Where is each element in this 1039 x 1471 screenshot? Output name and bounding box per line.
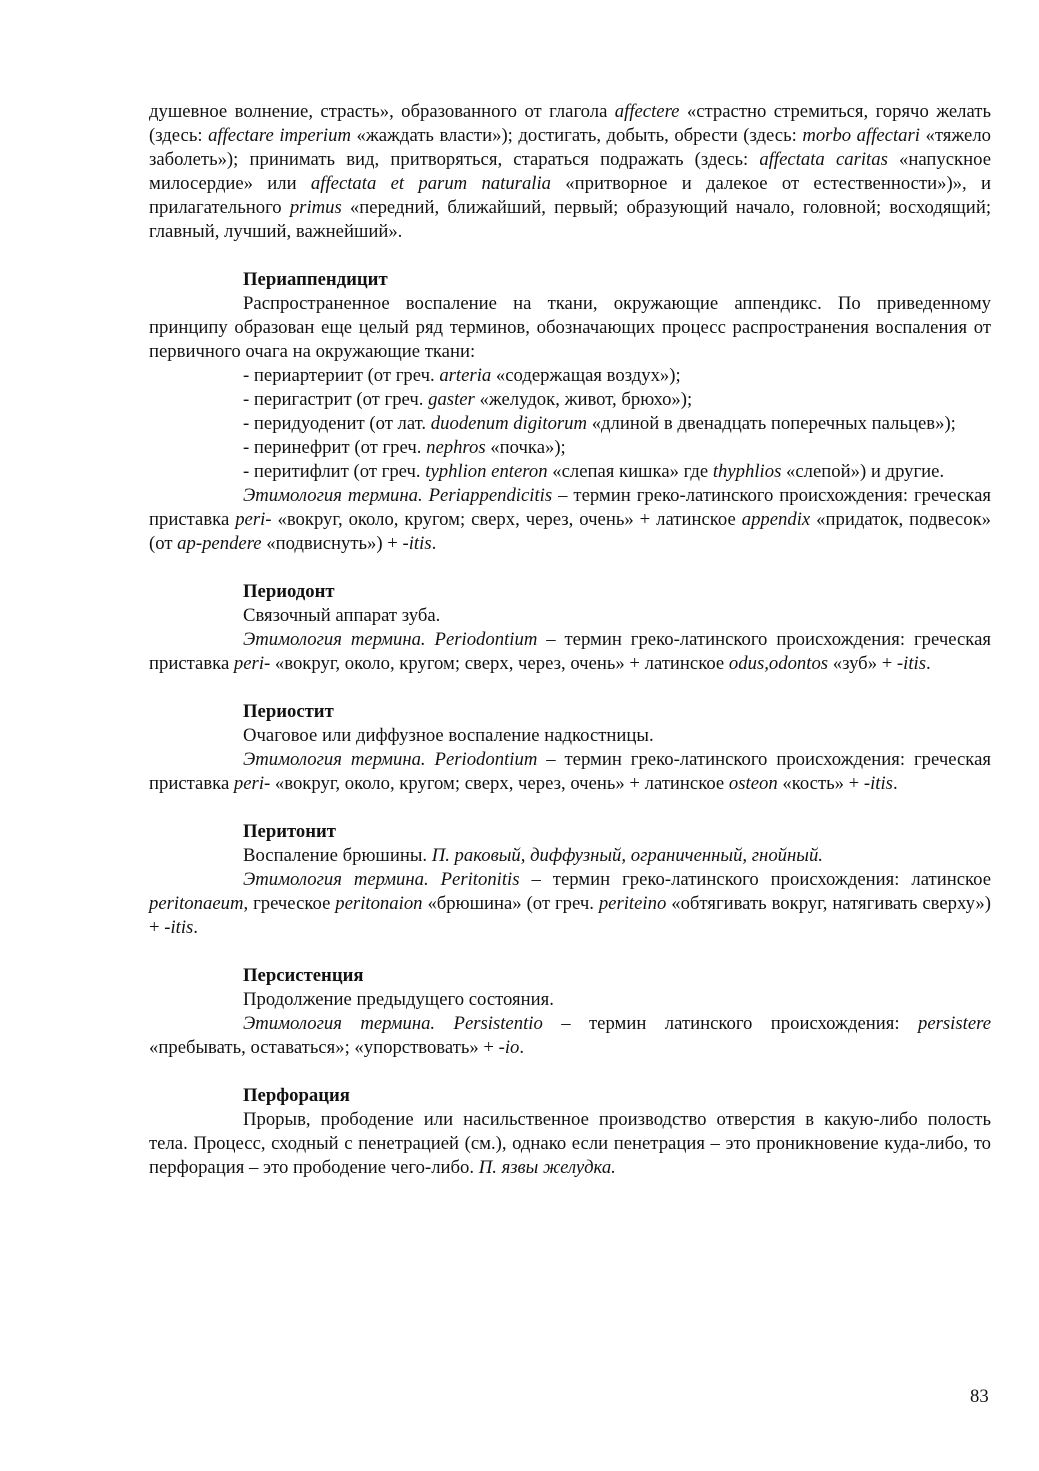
text-run: «страстно стремиться, горячо желать (здесь: <box>149 101 991 146</box>
entry-title: Периодонт <box>243 581 335 602</box>
text-run: – термин греко-латинского происхождения: латинское <box>519 869 991 890</box>
italic-text: -itis <box>164 917 194 938</box>
glossary-entry <box>149 1084 991 1180</box>
text-run: – термин греко-латинского происхождения: греческая приставка <box>149 485 991 530</box>
glossary-entries <box>149 268 991 1180</box>
page-number: 83 <box>970 1386 989 1407</box>
text-run: «пребывать, оставаться»; «упорствовать» + <box>149 1037 499 1058</box>
text-run: - перигастрит (от греч. <box>243 389 429 410</box>
entry-title: Перфорация <box>243 1085 350 1106</box>
text-run: . <box>431 533 437 554</box>
text-run: «слепой») и другие. <box>781 461 945 482</box>
glossary-entry <box>149 820 991 940</box>
italic-text: primus <box>289 197 342 218</box>
text-run: «обтягивать вокруг, натягивать сверху») + <box>149 893 991 938</box>
italic-text: Этимология термина. Periappendicitis <box>243 485 553 506</box>
text-run: – термин греко-латинского происхождения: греческая приставка <box>149 629 991 674</box>
text-run: – термин греко-латинского происхождения: греческая приставка <box>149 749 991 794</box>
italic-text: affectare imperium <box>208 125 351 146</box>
italic-text: morbo affectari <box>802 125 920 146</box>
text-run: Очаговое или диффузное воспаление надкостницы. <box>243 725 654 746</box>
italic-text: affectata caritas <box>759 149 888 170</box>
text-run: «вокруг, около, кругом; сверх, через, очень» + латинское <box>270 653 729 674</box>
entry-title: Персистенция <box>243 965 364 986</box>
text-run: «зуб» + <box>828 653 897 674</box>
text-run: - перидуоденит (от лат. <box>243 413 431 434</box>
italic-text: appendix <box>741 509 811 530</box>
italic-text: -io <box>498 1037 520 1058</box>
text-run: . <box>926 653 931 674</box>
entry-paragraph <box>149 868 991 940</box>
italic-text: peri- <box>233 773 271 794</box>
glossary-entry <box>149 964 991 1060</box>
italic-text: Этимология термина. Peritonitis <box>243 869 520 890</box>
list-item <box>149 436 991 460</box>
italic-text: gaster <box>428 389 475 410</box>
italic-text: Этимология термина. Persistentio <box>243 1013 543 1034</box>
text-run: Прорыв, прободение или насильственное производство отверстия в какую-либо полость тела. Процесс, сходный с пенетрацией (см.), однако если пенетрация – это проникновение куда-либо, то перфорация – это прободение чего-либо. <box>149 1109 991 1178</box>
text-run: - периартериит (от греч. <box>243 365 440 386</box>
italic-text: odus,odontos <box>728 653 829 674</box>
text-run: «кость» + <box>777 773 864 794</box>
italic-text: persistere <box>917 1013 991 1034</box>
text-run: «подвиснуть») + <box>261 533 403 554</box>
italic-text: Этимология термина. Periodontium <box>243 749 538 770</box>
text-run: . <box>519 1037 525 1058</box>
entry-paragraph <box>149 484 991 556</box>
entry-paragraph <box>149 628 991 676</box>
intro-paragraph <box>149 100 991 244</box>
italic-text: arteria <box>439 365 492 386</box>
entry-title: Периаппендицит <box>243 269 388 290</box>
italic-text: -itis <box>896 653 926 674</box>
text-run: «придаток, подвесок» (от <box>149 509 991 554</box>
italic-text: ap-pendere <box>177 533 262 554</box>
italic-text: peritonaion <box>335 893 423 914</box>
italic-text: affectata et parum naturalia <box>310 173 552 194</box>
glossary-entry <box>149 700 991 796</box>
italic-text: Этимология термина. Periodontium <box>243 629 538 650</box>
list-item <box>149 388 991 412</box>
list-item <box>149 412 991 436</box>
text-run: . <box>892 773 898 794</box>
italic-text: -itis <box>863 773 893 794</box>
entry-title: Периостит <box>243 701 334 722</box>
text-run: . <box>193 917 198 938</box>
glossary-entry <box>149 580 991 676</box>
text-run: Связочный аппарат зуба. <box>243 605 441 626</box>
text-run: «вокруг, около, кругом; сверх, через, очень» + латинское <box>271 509 742 530</box>
text-run: «жаждать власти»); достигать, добыть, обрести (здесь: <box>350 125 803 146</box>
text-run: , греческое <box>243 893 336 914</box>
italic-text: periteino <box>598 893 667 914</box>
italic-text: -itis <box>402 533 432 554</box>
italic-text: peritonaeum <box>149 893 244 914</box>
text-run: Продолжение предыдущего состояния. <box>243 989 554 1010</box>
text-run: «почка»); <box>485 437 566 458</box>
italic-text: affectere <box>614 101 680 122</box>
text-run: душевное волнение, страсть», образованного от глагола <box>149 101 615 122</box>
text-run: «длиной в двенадцать поперечных пальцев»); <box>587 413 956 434</box>
list-item <box>149 364 991 388</box>
text-run: «вокруг, около, кругом; сверх, через, очень» + латинское <box>270 773 729 794</box>
text-run: «притворное и далекое от естественности»)», и прилагательного <box>149 173 991 218</box>
text-run: «передний, ближайший, первый; образующий начало, головной; восходящий; главный, лучший, важнейший». <box>149 197 992 242</box>
text-run: «тяжело заболеть»); принимать вид, притворяться, стараться подражать (здесь: <box>149 125 991 170</box>
entry-paragraph <box>149 1108 991 1180</box>
text-run: Распространенное воспаление на ткани, окружающие аппендикс. По приведенному принципу образован еще целый ряд терминов, обозначающих процесс распространения воспаления от первичного очага на окружающие ткани: <box>149 293 991 362</box>
entry-paragraph <box>149 988 991 1012</box>
text-run: «желудок, живот, брюхо»); <box>474 389 693 410</box>
text-run: - перитифлит (от греч. <box>243 461 426 482</box>
entry-paragraph <box>149 724 991 748</box>
text-run: Воспаление брюшины. <box>243 845 432 866</box>
glossary-entry <box>149 268 991 556</box>
italic-text: П. раковый, диффузный, ограниченный, гнойный. <box>431 845 823 866</box>
text-run: «напускное милосердие» или <box>149 149 991 194</box>
italic-text: peri- <box>233 653 271 674</box>
italic-text: П. язвы желудка. <box>478 1157 616 1178</box>
entry-paragraph <box>149 844 991 868</box>
text-run: – термин латинского происхождения: <box>542 1013 918 1034</box>
italic-text: duodenum digitorum <box>430 413 588 434</box>
entry-paragraph <box>149 604 991 628</box>
text-run: - перинефрит (от греч. <box>243 437 427 458</box>
italic-text: osteon <box>728 773 778 794</box>
italic-text: typhlion enteron <box>425 461 548 482</box>
text-run: «брюшина» (от греч. <box>422 893 599 914</box>
italic-text: nephros <box>426 437 486 458</box>
entry-paragraph <box>149 292 991 364</box>
page-body <box>149 100 991 1180</box>
entry-paragraph <box>149 1012 991 1060</box>
list-item <box>149 460 991 484</box>
text-run: «содержащая воздух»); <box>491 365 681 386</box>
text-run: «слепая кишка» где <box>547 461 713 482</box>
italic-text: peri- <box>235 509 272 530</box>
entry-title: Перитонит <box>243 821 336 842</box>
italic-text: thyphlios <box>712 461 782 482</box>
entry-paragraph <box>149 748 991 796</box>
